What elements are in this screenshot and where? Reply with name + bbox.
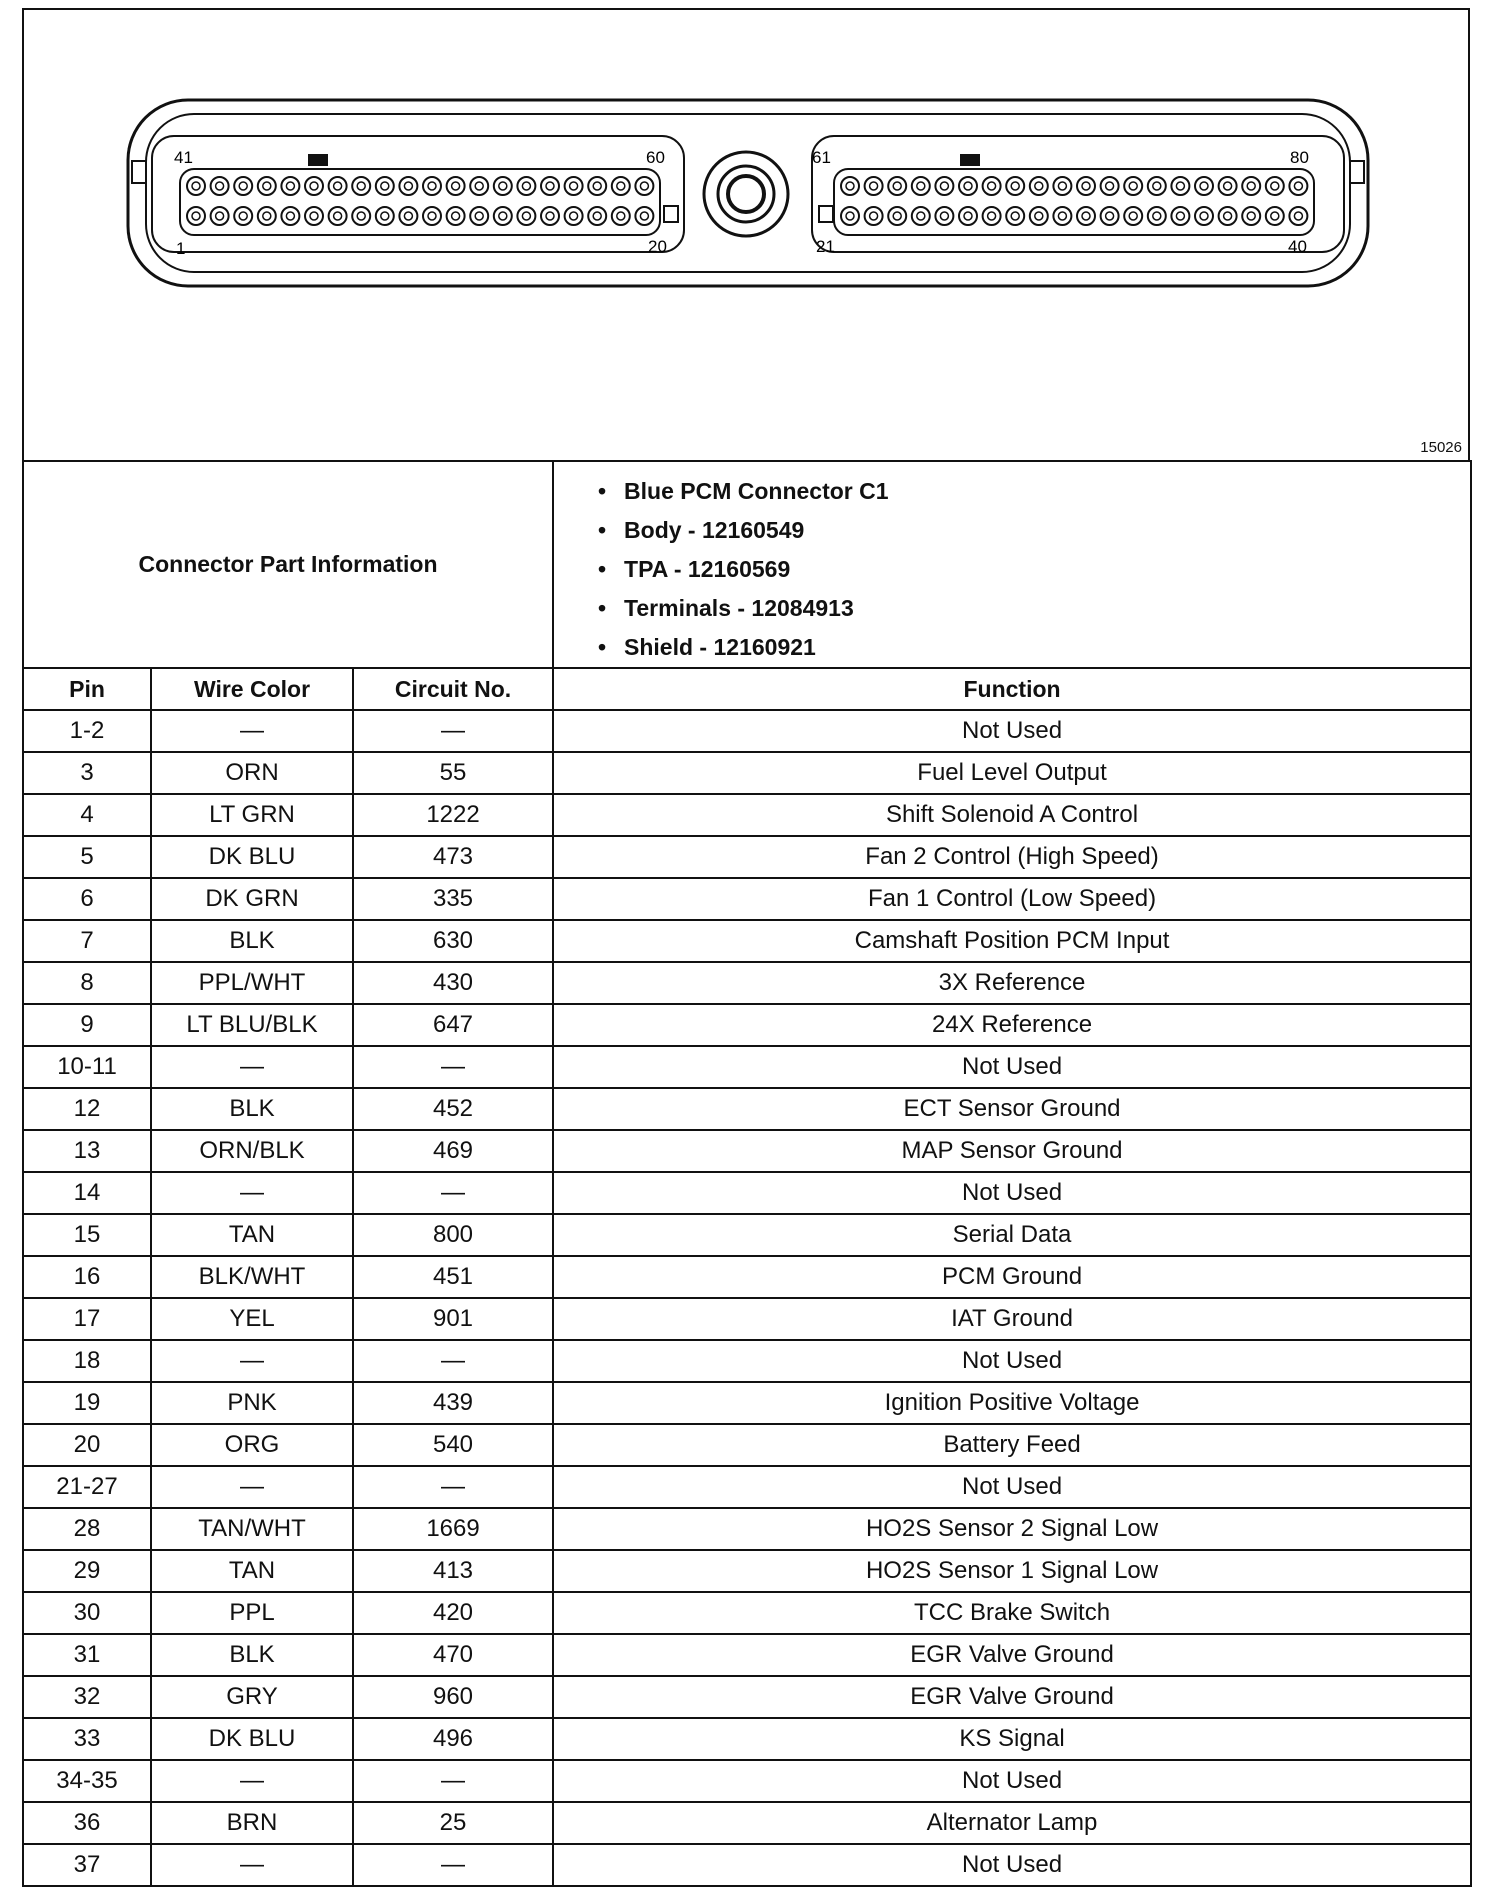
pin-cavity bbox=[841, 177, 859, 195]
cell-circuit: 647 bbox=[353, 1004, 553, 1046]
table-row bbox=[23, 1466, 1471, 1508]
cell-function: HO2S Sensor 2 Signal Low bbox=[553, 1508, 1471, 1550]
table-row bbox=[23, 1172, 1471, 1214]
right-small-latch bbox=[819, 206, 833, 222]
pin-cavity bbox=[1148, 177, 1166, 195]
pin-cavity bbox=[187, 177, 205, 195]
pin-cavity bbox=[376, 207, 394, 225]
cell-circuit: — bbox=[353, 1844, 553, 1886]
pin-cavity bbox=[258, 207, 276, 225]
cell-function: IAT Ground bbox=[553, 1298, 1471, 1340]
connector-figure bbox=[22, 8, 1470, 462]
pin-cavity bbox=[1289, 177, 1307, 195]
cell-function: Battery Feed bbox=[553, 1424, 1471, 1466]
connector-diagram bbox=[24, 10, 1472, 464]
cell-wire-color: GRY bbox=[151, 1676, 353, 1718]
cell-function: KS Signal bbox=[553, 1718, 1471, 1760]
table-row bbox=[23, 878, 1471, 920]
table-row bbox=[23, 1550, 1471, 1592]
cell-wire-color: ORN bbox=[151, 752, 353, 794]
pin-cavity bbox=[1101, 177, 1119, 195]
pinout-table bbox=[22, 460, 1472, 1887]
cell-circuit: 901 bbox=[353, 1298, 553, 1340]
table-row bbox=[23, 836, 1471, 878]
pin-cavity bbox=[517, 207, 535, 225]
pin-cavity bbox=[447, 207, 465, 225]
cell-function: MAP Sensor Ground bbox=[553, 1130, 1471, 1172]
table-header-row bbox=[23, 668, 1471, 710]
pin-cavity bbox=[376, 177, 394, 195]
cell-function: Fuel Level Output bbox=[553, 752, 1471, 794]
cell-function: Fan 1 Control (Low Speed) bbox=[553, 878, 1471, 920]
pin-cavity bbox=[470, 207, 488, 225]
cell-pin: 13 bbox=[23, 1130, 151, 1172]
pin-cavity bbox=[1053, 207, 1071, 225]
pin-cavity bbox=[959, 207, 977, 225]
cell-function: EGR Valve Ground bbox=[553, 1676, 1471, 1718]
table-row bbox=[23, 1718, 1471, 1760]
cavity-number: 20 bbox=[648, 237, 667, 256]
cell-wire-color: — bbox=[151, 1760, 353, 1802]
header-function: Function bbox=[553, 668, 1471, 710]
table-row bbox=[23, 1760, 1471, 1802]
pin-cavity bbox=[959, 177, 977, 195]
cell-pin: 21-27 bbox=[23, 1466, 151, 1508]
cell-wire-color: BLK bbox=[151, 1634, 353, 1676]
pin-cavity bbox=[1219, 177, 1237, 195]
pin-cavity bbox=[635, 177, 653, 195]
cell-circuit: 439 bbox=[353, 1382, 553, 1424]
cell-wire-color: PNK bbox=[151, 1382, 353, 1424]
left-small-latch bbox=[664, 206, 678, 222]
cell-pin: 18 bbox=[23, 1340, 151, 1382]
table-row bbox=[23, 1382, 1471, 1424]
cell-function: 24X Reference bbox=[553, 1004, 1471, 1046]
cell-pin: 30 bbox=[23, 1592, 151, 1634]
pin-cavity bbox=[281, 177, 299, 195]
cell-pin: 14 bbox=[23, 1172, 151, 1214]
cell-circuit: 960 bbox=[353, 1676, 553, 1718]
table-row bbox=[23, 962, 1471, 1004]
pin-cavity bbox=[305, 177, 323, 195]
part-info-item: • Blue PCM Connector C1 bbox=[598, 472, 1470, 511]
cell-wire-color: — bbox=[151, 710, 353, 752]
pin-cavity bbox=[1077, 207, 1095, 225]
cell-circuit: 420 bbox=[353, 1592, 553, 1634]
cell-pin: 12 bbox=[23, 1088, 151, 1130]
cell-circuit: — bbox=[353, 1466, 553, 1508]
pin-cavity bbox=[541, 177, 559, 195]
cell-circuit: — bbox=[353, 1760, 553, 1802]
part-info-item: • Body - 12160549 bbox=[598, 511, 1470, 550]
left-key-mark bbox=[308, 154, 328, 166]
pin-cavity bbox=[1171, 177, 1189, 195]
header-pin: Pin bbox=[23, 668, 151, 710]
table-row bbox=[23, 1004, 1471, 1046]
cell-wire-color: DK GRN bbox=[151, 878, 353, 920]
pin-cavity bbox=[494, 177, 512, 195]
right-pin-frame bbox=[834, 169, 1314, 235]
table-row bbox=[23, 1256, 1471, 1298]
header-circuit: Circuit No. bbox=[353, 668, 553, 710]
part-info-label: Connector Part Information bbox=[23, 461, 553, 668]
header-wire-color: Wire Color bbox=[151, 668, 353, 710]
pin-cavity bbox=[1030, 207, 1048, 225]
pin-cavity bbox=[1171, 207, 1189, 225]
pin-cavity bbox=[1148, 207, 1166, 225]
part-info-item: • Shield - 12160921 bbox=[598, 628, 1470, 667]
pin-cavity bbox=[423, 207, 441, 225]
pin-cavity bbox=[588, 177, 606, 195]
cell-wire-color: BLK bbox=[151, 1088, 353, 1130]
cell-pin: 7 bbox=[23, 920, 151, 962]
pin-cavity bbox=[234, 207, 252, 225]
cell-pin: 20 bbox=[23, 1424, 151, 1466]
pin-cavity bbox=[517, 177, 535, 195]
cell-wire-color: DK BLU bbox=[151, 836, 353, 878]
pin-cavity bbox=[1266, 207, 1284, 225]
cell-pin: 8 bbox=[23, 962, 151, 1004]
pin-cavity bbox=[935, 207, 953, 225]
pin-cavity bbox=[399, 207, 417, 225]
cell-circuit: 473 bbox=[353, 836, 553, 878]
pin-cavity bbox=[1219, 207, 1237, 225]
cell-circuit: 1669 bbox=[353, 1508, 553, 1550]
pin-cavity bbox=[329, 177, 347, 195]
pin-cavity bbox=[1242, 177, 1260, 195]
pin-cavity bbox=[1053, 177, 1071, 195]
pin-cavity bbox=[281, 207, 299, 225]
table-row bbox=[23, 920, 1471, 962]
pin-cavity bbox=[1289, 207, 1307, 225]
cell-wire-color: — bbox=[151, 1172, 353, 1214]
table-row bbox=[23, 1214, 1471, 1256]
cell-circuit: 335 bbox=[353, 878, 553, 920]
pin-cavity bbox=[470, 177, 488, 195]
pin-cavity bbox=[1077, 177, 1095, 195]
cell-circuit: — bbox=[353, 1340, 553, 1382]
cell-wire-color: LT BLU/BLK bbox=[151, 1004, 353, 1046]
cell-wire-color: BRN bbox=[151, 1802, 353, 1844]
cell-wire-color: YEL bbox=[151, 1298, 353, 1340]
pin-cavity bbox=[211, 177, 229, 195]
cell-circuit: 452 bbox=[353, 1088, 553, 1130]
cell-wire-color: — bbox=[151, 1340, 353, 1382]
pin-cavity bbox=[888, 177, 906, 195]
cell-pin: 17 bbox=[23, 1298, 151, 1340]
cell-pin: 37 bbox=[23, 1844, 151, 1886]
cell-function: Not Used bbox=[553, 1466, 1471, 1508]
cell-circuit: 496 bbox=[353, 1718, 553, 1760]
cell-function: Ignition Positive Voltage bbox=[553, 1382, 1471, 1424]
pin-cavity bbox=[865, 177, 883, 195]
cell-circuit: 451 bbox=[353, 1256, 553, 1298]
cell-function: Not Used bbox=[553, 1340, 1471, 1382]
cell-wire-color: BLK/WHT bbox=[151, 1256, 353, 1298]
table-row bbox=[23, 794, 1471, 836]
cell-pin: 28 bbox=[23, 1508, 151, 1550]
cell-circuit: 540 bbox=[353, 1424, 553, 1466]
pin-cavity bbox=[258, 177, 276, 195]
cell-pin: 3 bbox=[23, 752, 151, 794]
pin-cavity bbox=[494, 207, 512, 225]
cell-wire-color: PPL bbox=[151, 1592, 353, 1634]
cell-function: Serial Data bbox=[553, 1214, 1471, 1256]
left-pin-array bbox=[187, 177, 653, 225]
cell-wire-color: — bbox=[151, 1046, 353, 1088]
pin-cavity bbox=[1030, 177, 1048, 195]
cell-circuit: 25 bbox=[353, 1802, 553, 1844]
cell-pin: 16 bbox=[23, 1256, 151, 1298]
cell-circuit: 55 bbox=[353, 752, 553, 794]
cell-function: Not Used bbox=[553, 1844, 1471, 1886]
cell-wire-color: LT GRN bbox=[151, 794, 353, 836]
cell-function: Not Used bbox=[553, 1046, 1471, 1088]
cell-function: PCM Ground bbox=[553, 1256, 1471, 1298]
cell-function: ECT Sensor Ground bbox=[553, 1088, 1471, 1130]
table-row bbox=[23, 1088, 1471, 1130]
cell-pin: 1-2 bbox=[23, 710, 151, 752]
cell-wire-color: BLK bbox=[151, 920, 353, 962]
cell-pin: 6 bbox=[23, 878, 151, 920]
cavity-number: 1 bbox=[176, 239, 186, 258]
pin-cavity bbox=[635, 207, 653, 225]
cell-pin: 33 bbox=[23, 1718, 151, 1760]
cell-wire-color: — bbox=[151, 1466, 353, 1508]
cell-pin: 31 bbox=[23, 1634, 151, 1676]
pin-cavity bbox=[423, 177, 441, 195]
pinout-sheet bbox=[22, 8, 1470, 1880]
pin-cavity bbox=[588, 207, 606, 225]
cell-circuit: 430 bbox=[353, 962, 553, 1004]
cell-wire-color: DK BLU bbox=[151, 1718, 353, 1760]
table-row bbox=[23, 1802, 1471, 1844]
pin-cavity bbox=[1124, 207, 1142, 225]
cell-function: Alternator Lamp bbox=[553, 1802, 1471, 1844]
right-key-mark bbox=[960, 154, 980, 166]
pin-cavity bbox=[912, 207, 930, 225]
table-row bbox=[23, 1592, 1471, 1634]
cell-circuit: — bbox=[353, 1172, 553, 1214]
pin-cavity bbox=[565, 177, 583, 195]
pin-cavity bbox=[1195, 207, 1213, 225]
cell-pin: 9 bbox=[23, 1004, 151, 1046]
table-row bbox=[23, 1046, 1471, 1088]
cell-pin: 5 bbox=[23, 836, 151, 878]
cell-wire-color: PPL/WHT bbox=[151, 962, 353, 1004]
cell-pin: 34-35 bbox=[23, 1760, 151, 1802]
cell-pin: 36 bbox=[23, 1802, 151, 1844]
pin-cavity bbox=[1195, 177, 1213, 195]
table-row bbox=[23, 1130, 1471, 1172]
cell-circuit: 1222 bbox=[353, 794, 553, 836]
cell-wire-color: — bbox=[151, 1844, 353, 1886]
cell-function: Not Used bbox=[553, 710, 1471, 752]
pin-cavity bbox=[352, 207, 370, 225]
cell-pin: 4 bbox=[23, 794, 151, 836]
pin-cavity bbox=[841, 207, 859, 225]
cavity-number: 40 bbox=[1288, 237, 1307, 256]
cell-pin: 32 bbox=[23, 1676, 151, 1718]
table-row bbox=[23, 1508, 1471, 1550]
cell-circuit: 413 bbox=[353, 1550, 553, 1592]
cell-circuit: — bbox=[353, 710, 553, 752]
cavity-number: 21 bbox=[816, 237, 835, 256]
part-info-row bbox=[23, 461, 1471, 668]
cell-pin: 19 bbox=[23, 1382, 151, 1424]
cell-wire-color: ORG bbox=[151, 1424, 353, 1466]
cell-function: HO2S Sensor 1 Signal Low bbox=[553, 1550, 1471, 1592]
cell-function: Not Used bbox=[553, 1172, 1471, 1214]
pin-cavity bbox=[612, 207, 630, 225]
cell-function: EGR Valve Ground bbox=[553, 1634, 1471, 1676]
pin-cavity bbox=[352, 177, 370, 195]
cell-circuit: 630 bbox=[353, 920, 553, 962]
cell-function: TCC Brake Switch bbox=[553, 1592, 1471, 1634]
part-info-list bbox=[553, 461, 1471, 668]
cell-circuit: 469 bbox=[353, 1130, 553, 1172]
pin-cavity bbox=[305, 207, 323, 225]
right-pin-array bbox=[841, 177, 1307, 225]
cell-wire-color: TAN bbox=[151, 1550, 353, 1592]
cell-circuit: 800 bbox=[353, 1214, 553, 1256]
pin-cavity bbox=[1242, 207, 1260, 225]
pin-cavity bbox=[565, 207, 583, 225]
table-row bbox=[23, 1340, 1471, 1382]
pin-cavity bbox=[234, 177, 252, 195]
cell-circuit: — bbox=[353, 1046, 553, 1088]
pin-cavity bbox=[1006, 207, 1024, 225]
pin-cavity bbox=[1006, 177, 1024, 195]
cell-function: Fan 2 Control (High Speed) bbox=[553, 836, 1471, 878]
pin-cavity bbox=[912, 177, 930, 195]
table-row bbox=[23, 1676, 1471, 1718]
cell-pin: 29 bbox=[23, 1550, 151, 1592]
pin-cavity bbox=[935, 177, 953, 195]
pin-cavity bbox=[1124, 177, 1142, 195]
table-row bbox=[23, 752, 1471, 794]
cell-wire-color: TAN bbox=[151, 1214, 353, 1256]
cell-function: Not Used bbox=[553, 1760, 1471, 1802]
pin-cavity bbox=[541, 207, 559, 225]
table-row bbox=[23, 1844, 1471, 1886]
part-info-item: • TPA - 12160569 bbox=[598, 550, 1470, 589]
pin-cavity bbox=[983, 177, 1001, 195]
pin-cavity bbox=[187, 207, 205, 225]
pin-cavity bbox=[612, 177, 630, 195]
figure-id: 15026 bbox=[1420, 439, 1462, 456]
pin-cavity bbox=[447, 177, 465, 195]
pin-cavity bbox=[329, 207, 347, 225]
cell-pin: 15 bbox=[23, 1214, 151, 1256]
part-info-item: • Terminals - 12084913 bbox=[598, 589, 1470, 628]
pin-cavity bbox=[888, 207, 906, 225]
left-latch bbox=[132, 161, 146, 183]
cell-circuit: 470 bbox=[353, 1634, 553, 1676]
cell-function: 3X Reference bbox=[553, 962, 1471, 1004]
cell-wire-color: TAN/WHT bbox=[151, 1508, 353, 1550]
pin-cavity bbox=[865, 207, 883, 225]
cell-wire-color: ORN/BLK bbox=[151, 1130, 353, 1172]
cell-function: Camshaft Position PCM Input bbox=[553, 920, 1471, 962]
cavity-number: 80 bbox=[1290, 148, 1309, 167]
cavity-number: 60 bbox=[646, 148, 665, 167]
left-pin-frame bbox=[180, 169, 660, 235]
pin-cavity bbox=[211, 207, 229, 225]
pin-cavity bbox=[1266, 177, 1284, 195]
pin-cavity bbox=[983, 207, 1001, 225]
table-row bbox=[23, 1634, 1471, 1676]
cell-pin: 10-11 bbox=[23, 1046, 151, 1088]
cell-function: Shift Solenoid A Control bbox=[553, 794, 1471, 836]
right-latch bbox=[1350, 161, 1364, 183]
cavity-number: 41 bbox=[174, 148, 193, 167]
pin-cavity bbox=[1101, 207, 1119, 225]
table-row bbox=[23, 1424, 1471, 1466]
cavity-number: 61 bbox=[812, 148, 831, 167]
table-row bbox=[23, 710, 1471, 752]
pin-cavity bbox=[399, 177, 417, 195]
table-row bbox=[23, 1298, 1471, 1340]
